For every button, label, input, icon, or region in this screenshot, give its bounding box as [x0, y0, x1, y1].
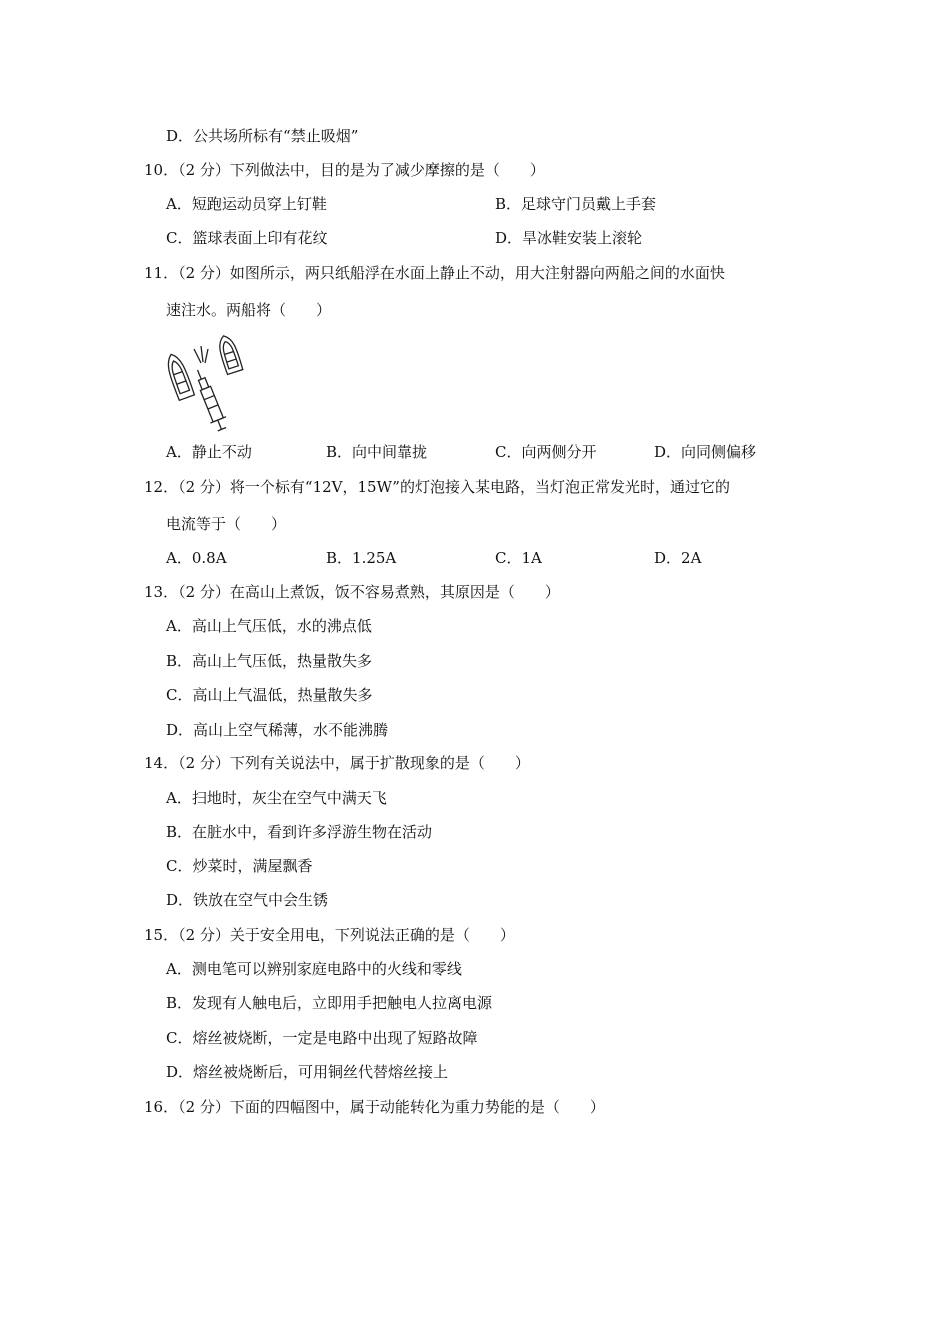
q12-stem-line1: 12．（2 分）将一个标有“12V，15W”的灯泡接入某电路，当灯泡正常发光时，通过它的 — [144, 478, 730, 496]
q12-stem-line2: 电流等于（ ） — [166, 515, 287, 533]
q14-option-c: C．炒菜时，满屋飘香 — [166, 857, 313, 875]
q12-option-c: C．1A — [495, 549, 542, 567]
boats-syringe-figure — [163, 333, 249, 433]
q14-stem: 14．（2 分）下列有关说法中，属于扩散现象的是（ ） — [144, 754, 530, 772]
q14-option-d: D．铁放在空气中会生锈 — [166, 891, 329, 909]
syringe-icon — [190, 367, 230, 433]
q11-option-c: C．向两侧分开 — [495, 443, 597, 461]
q10-option-d: D．旱冰鞋安装上滚轮 — [495, 229, 643, 247]
q13-stem: 13．（2 分）在高山上煮饭，饭不容易煮熟，其原因是（ ） — [144, 583, 560, 601]
left-boat — [163, 352, 194, 401]
q9-option-d: D．公共场所标有“禁止吸烟” — [166, 127, 359, 145]
right-boat — [216, 333, 244, 374]
q12-option-a: A．0.8A — [166, 549, 227, 567]
q14-option-b: B．在脏水中，看到许多浮游生物在活动 — [166, 823, 433, 841]
q10-option-a: A．短跑运动员穿上钉鞋 — [166, 195, 327, 213]
q11-option-d: D．向同侧偏移 — [654, 443, 757, 461]
q15-option-d: D．熔丝被烧断后，可用铜丝代替熔丝接上 — [166, 1063, 449, 1081]
q15-option-b: B．发现有人触电后，立即用手把触电人拉离电源 — [166, 994, 493, 1012]
q13-option-c: C．高山上气温低，热量散失多 — [166, 686, 373, 704]
q11-option-a: A．静止不动 — [166, 443, 252, 461]
q12-option-b: B．1.25A — [326, 549, 397, 567]
q12-option-d: D．2A — [654, 549, 702, 567]
q11-stem-line2: 速注水。两船将（ ） — [166, 301, 332, 319]
q15-option-a: A．测电笔可以辨别家庭电路中的火线和零线 — [166, 960, 462, 978]
q13-option-a: A．高山上气压低，水的沸点低 — [166, 617, 372, 635]
q11-option-b: B．向中间靠拢 — [326, 443, 428, 461]
water-spray — [194, 346, 208, 363]
q10-option-b: B．足球守门员戴上手套 — [495, 195, 657, 213]
q13-option-b: B．高山上气压低，热量散失多 — [166, 652, 373, 670]
q15-option-c: C．熔丝被烧断，一定是电路中出现了短路故障 — [166, 1029, 478, 1047]
q10-option-c: C．篮球表面上印有花纹 — [166, 229, 328, 247]
q15-stem: 15．（2 分）关于安全用电，下列说法正确的是（ ） — [144, 926, 515, 944]
q10-stem: 10．（2 分）下列做法中，目的是为了减少摩擦的是（ ） — [144, 161, 545, 179]
q16-stem: 16．（2 分）下面的四幅图中，属于动能转化为重力势能的是（ ） — [144, 1098, 605, 1116]
q14-option-a: A．扫地时，灰尘在空气中满天飞 — [166, 789, 387, 807]
q13-option-d: D．高山上空气稀薄，水不能沸腾 — [166, 721, 389, 739]
q11-stem-line1: 11．（2 分）如图所示，两只纸船浮在水面上静止不动，用大注射器向两船之间的水面快 — [144, 264, 725, 282]
